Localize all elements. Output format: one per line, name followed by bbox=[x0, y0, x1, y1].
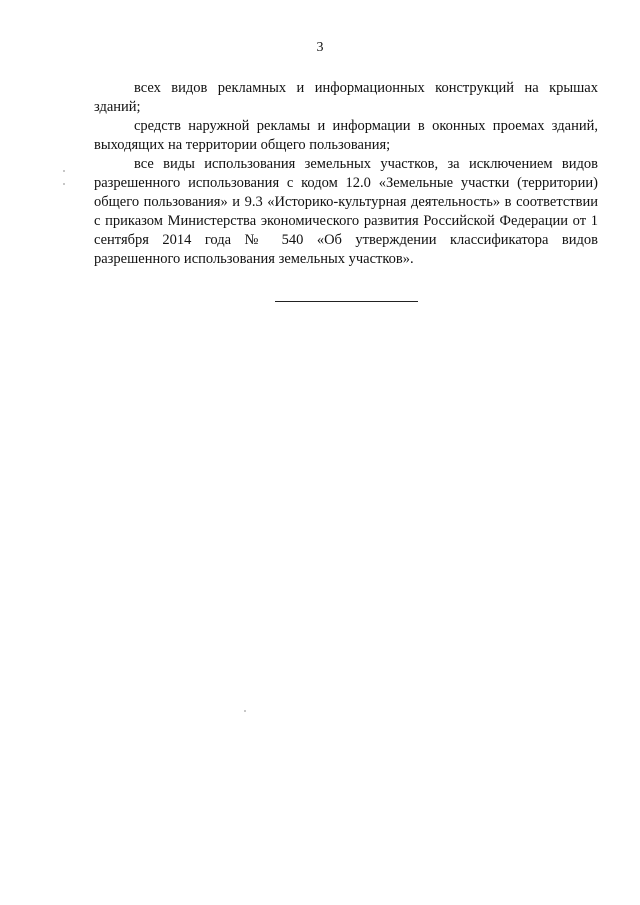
document-body bbox=[94, 79, 598, 269]
scan-speck bbox=[63, 170, 65, 172]
scan-speck bbox=[244, 710, 246, 712]
closing-rule bbox=[275, 301, 418, 302]
paragraph-window-advertising: средств наружной рекламы и информации в оконных проемах зданий, выходящих на территории общего пользования; bbox=[94, 118, 598, 153]
paragraph-roof-advertising: всех видов рекламных и информационных конструкций на крышах зданий; bbox=[94, 80, 598, 115]
page-number: 3 bbox=[316, 40, 324, 55]
paragraph-land-use: все виды использования земельных участков, за исключением видов разрешенного использования с кодом 12.0 «Земельные участки (территории) общего пользования» и 9.3 «Историко-культурная деятельность» в соответствии с приказом Министерства экономического развития Российской Федерации от 1 сентября 2014 года № 540 «Об утверждении классификатора видов разрешенного использования земельных участков». bbox=[94, 156, 598, 267]
scan-speck bbox=[63, 183, 65, 185]
